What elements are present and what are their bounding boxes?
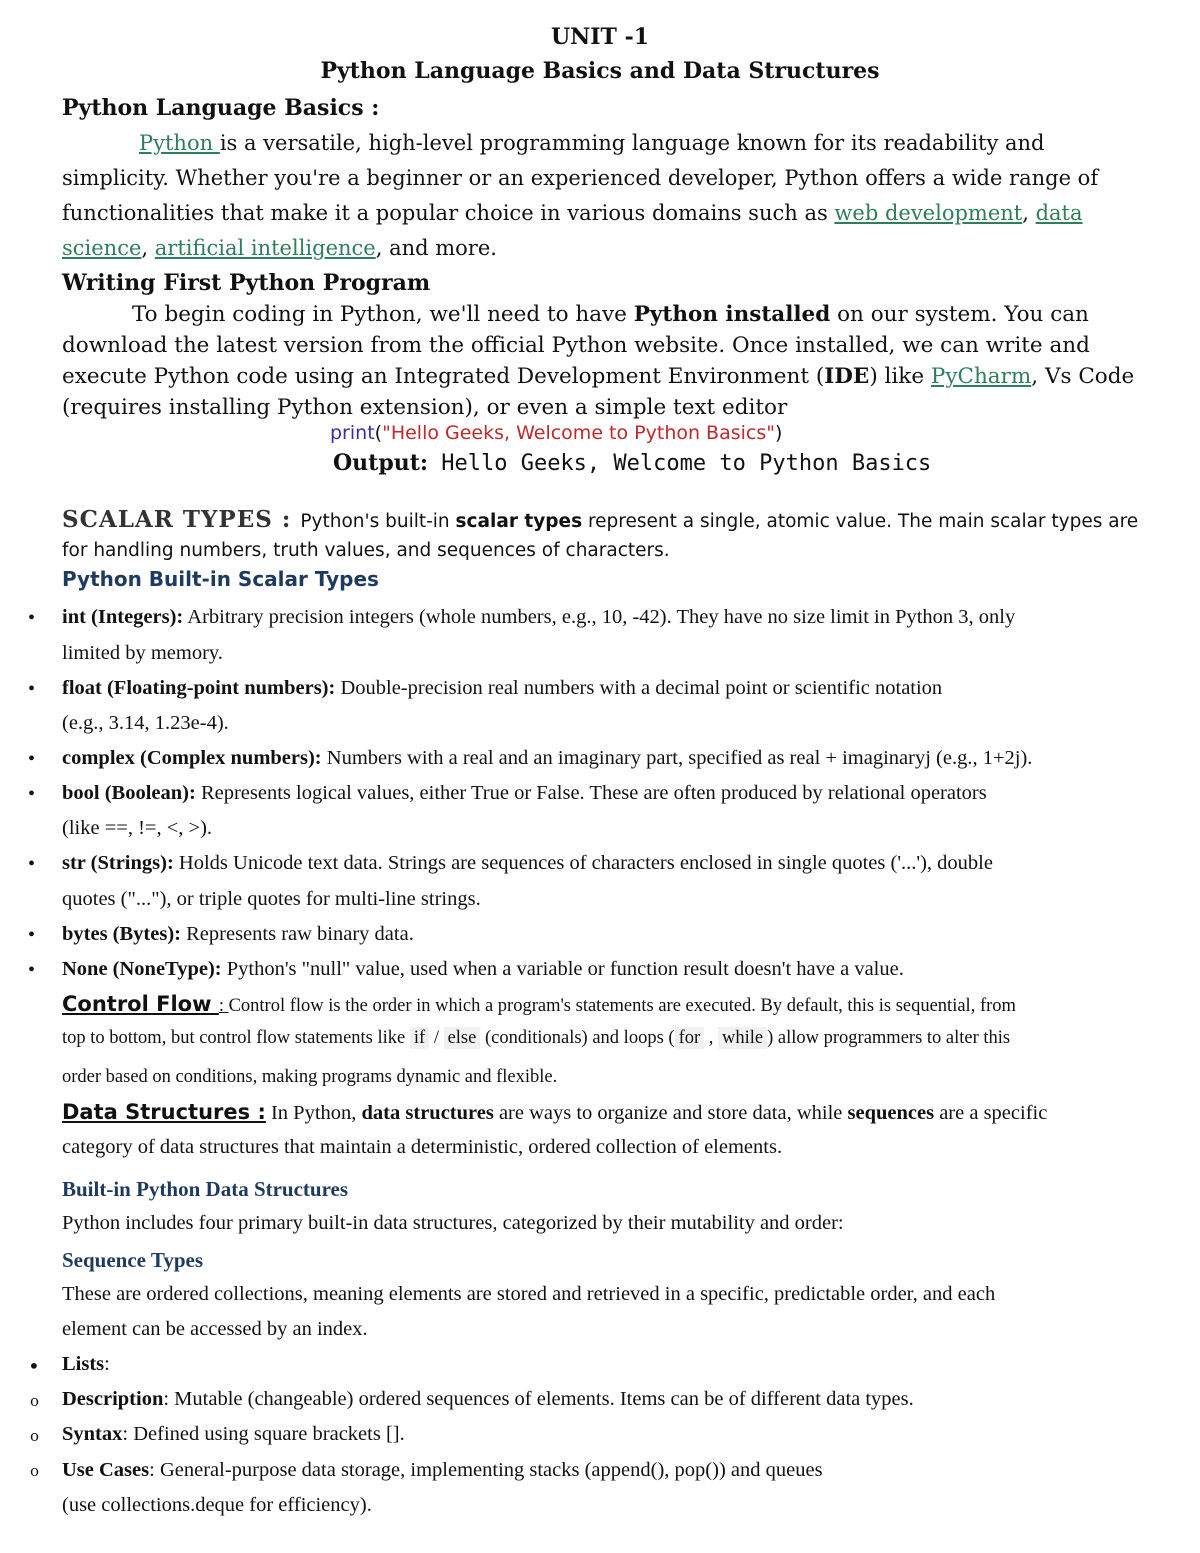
scalar-subheading: Python Built-in Scalar Types — [62, 567, 379, 591]
fp-text: ) like — [869, 364, 931, 389]
ds-bold: sequences — [847, 1102, 935, 1124]
desc-label: Description — [62, 1388, 164, 1410]
lists-label: Lists — [62, 1353, 105, 1375]
scalar-item — [62, 747, 1172, 770]
builtin-heading: Built-in Python Data Structures — [62, 1177, 349, 1201]
link-python[interactable]: Python — [139, 131, 220, 155]
scalar-desc: Numbers with a real and an imaginary part, specified as real + imaginaryj (e.g., 1+2j). — [321, 747, 1033, 769]
syntax-text: : Defined using square brackets []. — [122, 1423, 405, 1445]
basics-line-3 — [62, 196, 1162, 231]
code-if: if — [410, 1027, 429, 1049]
scalar-desc: Double-precision real numbers with a decimal point or scientific notation — [335, 677, 943, 699]
scalar-text: represent a single, atomic value. The main scalar types are — [582, 511, 1139, 532]
code-paren: ) — [775, 422, 783, 444]
control-flow-text: (conditionals) and loops ( — [480, 1028, 675, 1048]
ds-text: are a specific — [934, 1102, 1048, 1124]
fp-text: , Vs Code — [1031, 364, 1135, 389]
scalar-heading: SCALAR TYPES : — [62, 506, 301, 533]
builtin-text: Python includes four primary built-in data structures, categorized by their mutability and order: — [62, 1212, 844, 1234]
lists-item — [62, 1353, 110, 1376]
scalar-term: str (Strings): — [62, 852, 174, 874]
bullet-icon: • — [28, 959, 36, 981]
bullet-icon: • — [28, 783, 36, 805]
fp-text: on our system. You can — [830, 302, 1089, 327]
sequence-line-2: element can be accessed by an index. — [62, 1318, 368, 1340]
control-flow-line-2 — [62, 1028, 1010, 1049]
sequence-line-1: These are ordered collections, meaning elements are stored and retrieved in a specific, predictable order, and each — [62, 1283, 996, 1305]
scalar-desc: Python's "null" value, used when a variable or function result doesn't have a value. — [221, 958, 904, 980]
scalar-item — [62, 958, 1172, 981]
fp-line-4: (requires installing Python extension), or even a simple text editor — [62, 395, 788, 420]
separator: , — [704, 1028, 719, 1048]
basics-line-2: simplicity. Whether you're a beginner or an experienced developer, Python offers a wide range of — [62, 166, 1099, 190]
scalar-item-cont: quotes ("..."), or triple quotes for multi-line strings. — [62, 888, 481, 910]
scalar-desc: Holds Unicode text data. Strings are sequences of characters enclosed in single quotes ('...'), double — [173, 852, 993, 874]
lists-colon: : — [104, 1353, 110, 1375]
scalar-item-cont: (e.g., 3.14, 1.23e-4). — [62, 712, 229, 734]
fp-line-3 — [62, 361, 1134, 392]
scalar-desc: Represents logical values, either True or False. These are often produced by relational operators — [195, 782, 987, 804]
section-heading-first-program: Writing First Python Program — [62, 270, 431, 296]
bullet-icon: • — [28, 748, 36, 770]
scalar-item-cont: (like ==, !=, <, >). — [62, 817, 213, 839]
scalar-term: float (Floating-point numbers): — [62, 677, 336, 699]
control-flow-text: top to bottom, but control flow statements like — [62, 1028, 410, 1048]
basics-text: , and more. — [375, 236, 497, 260]
unit-title: UNIT -1 — [550, 24, 650, 50]
first-program-paragraph — [62, 299, 1134, 423]
control-flow-line-1 — [62, 992, 1016, 1017]
code-keyword: print — [330, 422, 375, 444]
separator: , — [1022, 201, 1036, 225]
scalar-desc: Represents raw binary data. — [181, 923, 414, 945]
code-paren: ( — [374, 422, 383, 444]
basics-text: functionalities that make it a popular choice in various domains such as — [62, 201, 835, 225]
scalar-item — [62, 923, 1172, 946]
lists-use-cases-cont: (use collections.deque for efficiency). — [62, 1494, 372, 1516]
control-flow-colon: : — [218, 996, 229, 1016]
scalar-term: None (NoneType): — [62, 958, 222, 980]
code-print-line — [330, 422, 782, 444]
basics-paragraph — [62, 126, 1162, 266]
data-structures-heading: Data Structures : — [62, 1100, 266, 1124]
syntax-label: Syntax — [62, 1423, 123, 1445]
scalar-intro — [62, 506, 1138, 533]
sub-bullet-icon: o — [30, 1462, 40, 1480]
lists-description — [62, 1388, 914, 1411]
data-structures-line-1 — [62, 1100, 1047, 1125]
scalar-term: bool (Boolean): — [62, 782, 196, 804]
code-while: while — [718, 1027, 767, 1049]
fp-text: execute Python code using an Integrated Development Environment ( — [62, 364, 825, 389]
use-label: Use Cases — [62, 1459, 150, 1481]
bullet-icon: • — [28, 924, 36, 946]
fp-line-2: download the latest version from the official Python website. Once installed, we can write and — [62, 333, 1090, 358]
link-data-science[interactable]: data — [1035, 201, 1083, 225]
sequence-heading: Sequence Types — [62, 1248, 203, 1272]
sub-bullet-icon: o — [30, 1392, 40, 1410]
control-flow-heading: Control Flow — [62, 992, 219, 1016]
ds-text: are ways to organize and store data, while — [493, 1102, 848, 1124]
link-pycharm[interactable]: PyCharm — [930, 364, 1032, 389]
code-for: for — [675, 1027, 705, 1049]
scalar-term: complex (Complex numbers): — [62, 747, 322, 769]
use-text: : General-purpose data storage, implementing stacks (append(), pop()) and queues — [149, 1459, 823, 1481]
fp-line-1 — [62, 299, 1134, 330]
bullet-icon: • — [28, 607, 36, 629]
separator: / — [429, 1028, 444, 1048]
data-structures-line-2: category of data structures that maintain a deterministic, ordered collection of elements. — [62, 1136, 783, 1158]
sub-bullet-icon: o — [30, 1427, 40, 1445]
control-flow-text: ) allow programmers to alter this — [767, 1028, 1011, 1048]
scalar-item — [62, 852, 1172, 875]
scalar-item-cont: limited by memory. — [62, 642, 223, 664]
scalar-intro-line-2: for handling numbers, truth values, and sequences of characters. — [62, 540, 670, 561]
lists-use-cases — [62, 1459, 823, 1482]
basics-text: is a versatile, high-level programming language known for its readability and — [219, 131, 1045, 155]
link-science[interactable]: science — [62, 236, 142, 260]
output-label: Output: — [333, 450, 428, 476]
ds-bold: data structures — [361, 1102, 494, 1124]
page-subtitle: Python Language Basics and Data Structures — [320, 58, 880, 84]
bullet-icon: • — [28, 853, 36, 875]
bullet-icon: • — [28, 678, 36, 700]
scalar-item — [62, 782, 1172, 805]
scalar-item — [62, 606, 1172, 629]
scalar-term: bytes (Bytes): — [62, 923, 181, 945]
fp-text: To begin coding in Python, we'll need to have — [132, 302, 634, 327]
control-flow-text: Control flow is the order in which a program's statements are executed. By default, this is sequential, from — [228, 996, 1016, 1016]
lists-syntax — [62, 1423, 405, 1446]
code-else: else — [444, 1027, 481, 1049]
section-heading-basics: Python Language Basics : — [62, 95, 380, 121]
scalar-text: Python's built-in — [300, 511, 456, 532]
output-value: Hello Geeks, Welcome to Python Basics — [427, 451, 932, 476]
separator: , — [141, 236, 155, 260]
control-flow-line-3: order based on conditions, making programs dynamic and flexible. — [62, 1067, 558, 1087]
fp-ide: IDE — [824, 364, 870, 389]
scalar-desc: Arbitrary precision integers (whole numbers, e.g., 10, -42). They have no size limit in Python 3, only — [183, 606, 1016, 628]
link-artificial-intelligence[interactable]: artificial intelligence — [154, 236, 376, 260]
scalar-term: int (Integers): — [62, 606, 184, 628]
output-line — [333, 450, 931, 476]
link-web-development[interactable]: web development — [834, 201, 1023, 225]
basics-line-1 — [62, 126, 1162, 161]
code-string: "Hello Geeks, Welcome to Python Basics" — [382, 422, 776, 444]
ds-text: In Python, — [265, 1102, 362, 1124]
desc-text: : Mutable (changeable) ordered sequences of elements. Items can be of different data types. — [163, 1388, 914, 1410]
fp-bold: Python installed — [633, 302, 831, 327]
scalar-item — [62, 677, 1172, 700]
scalar-bold: scalar types — [455, 511, 583, 532]
basics-line-4 — [62, 231, 1162, 266]
bullet-icon: • — [28, 1354, 40, 1378]
